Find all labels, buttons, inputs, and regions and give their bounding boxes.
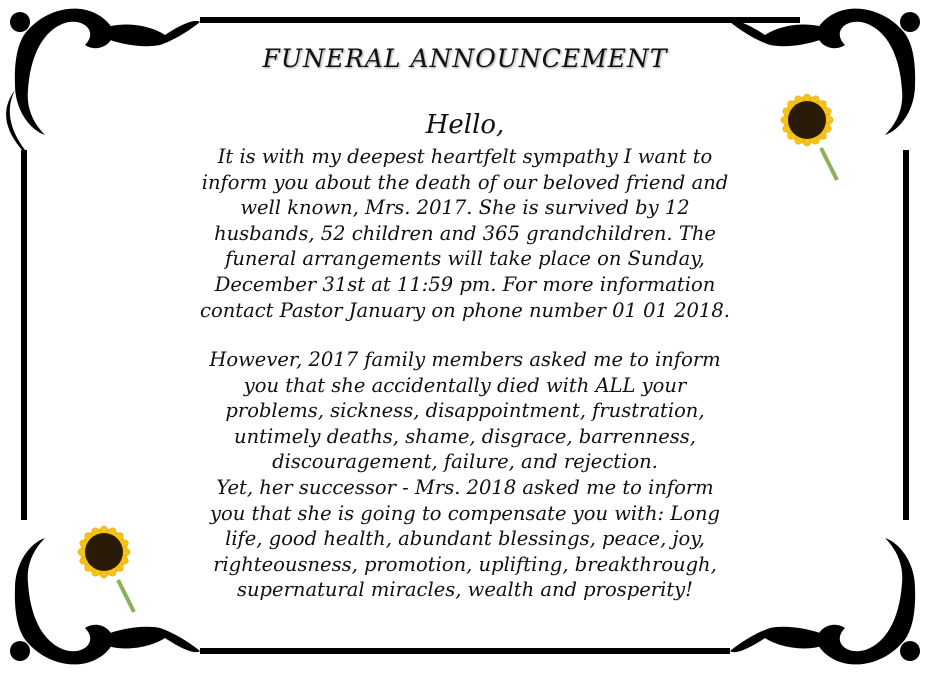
text-line: December 31st at 11:59 pm. For more information — [214, 272, 716, 296]
paragraph-successor — [140, 347, 790, 603]
paragraph-announcement — [140, 144, 790, 323]
text-line: funeral arrangements will take place on Sunday, — [225, 247, 705, 271]
text-line: However, 2017 family members asked me to inform — [209, 348, 721, 371]
text-line: untimely deaths, shame, disgrace, barrenness, — [234, 424, 696, 448]
text-line: well known, Mrs. 2017. She is survived by 12 — [240, 196, 690, 220]
text-line: problems, sickness, disappointment, frustration, — [225, 399, 705, 423]
text-line: you that she accidentally died with ALL your — [243, 373, 687, 397]
text-line: husbands, 52 children and 365 grandchildren. The — [214, 221, 716, 245]
text-line: contact Pastor January on phone number 01 01 2018. — [200, 298, 730, 322]
text-line: life, good health, abundant blessings, peace, joy, — [225, 527, 705, 551]
text-line: supernatural miracles, wealth and prosperity! — [236, 578, 694, 602]
text-line: Yet, her successor - Mrs. 2018 asked me to inform — [216, 475, 714, 499]
page-title: FUNERAL ANNOUNCEMENT — [262, 44, 668, 73]
text-line: discouragement, failure, and rejection. — [272, 450, 658, 474]
text-line: inform you about the death of our beloved friend and — [201, 170, 729, 194]
greeting: Hello, — [425, 110, 505, 140]
text-line: righteousness, promotion, uplifting, breakthrough, — [213, 552, 717, 576]
text-line: you that she is going to compensate you with: Long — [209, 501, 721, 525]
text-line: It is with my deepest heartfelt sympathy I want to — [217, 145, 713, 168]
